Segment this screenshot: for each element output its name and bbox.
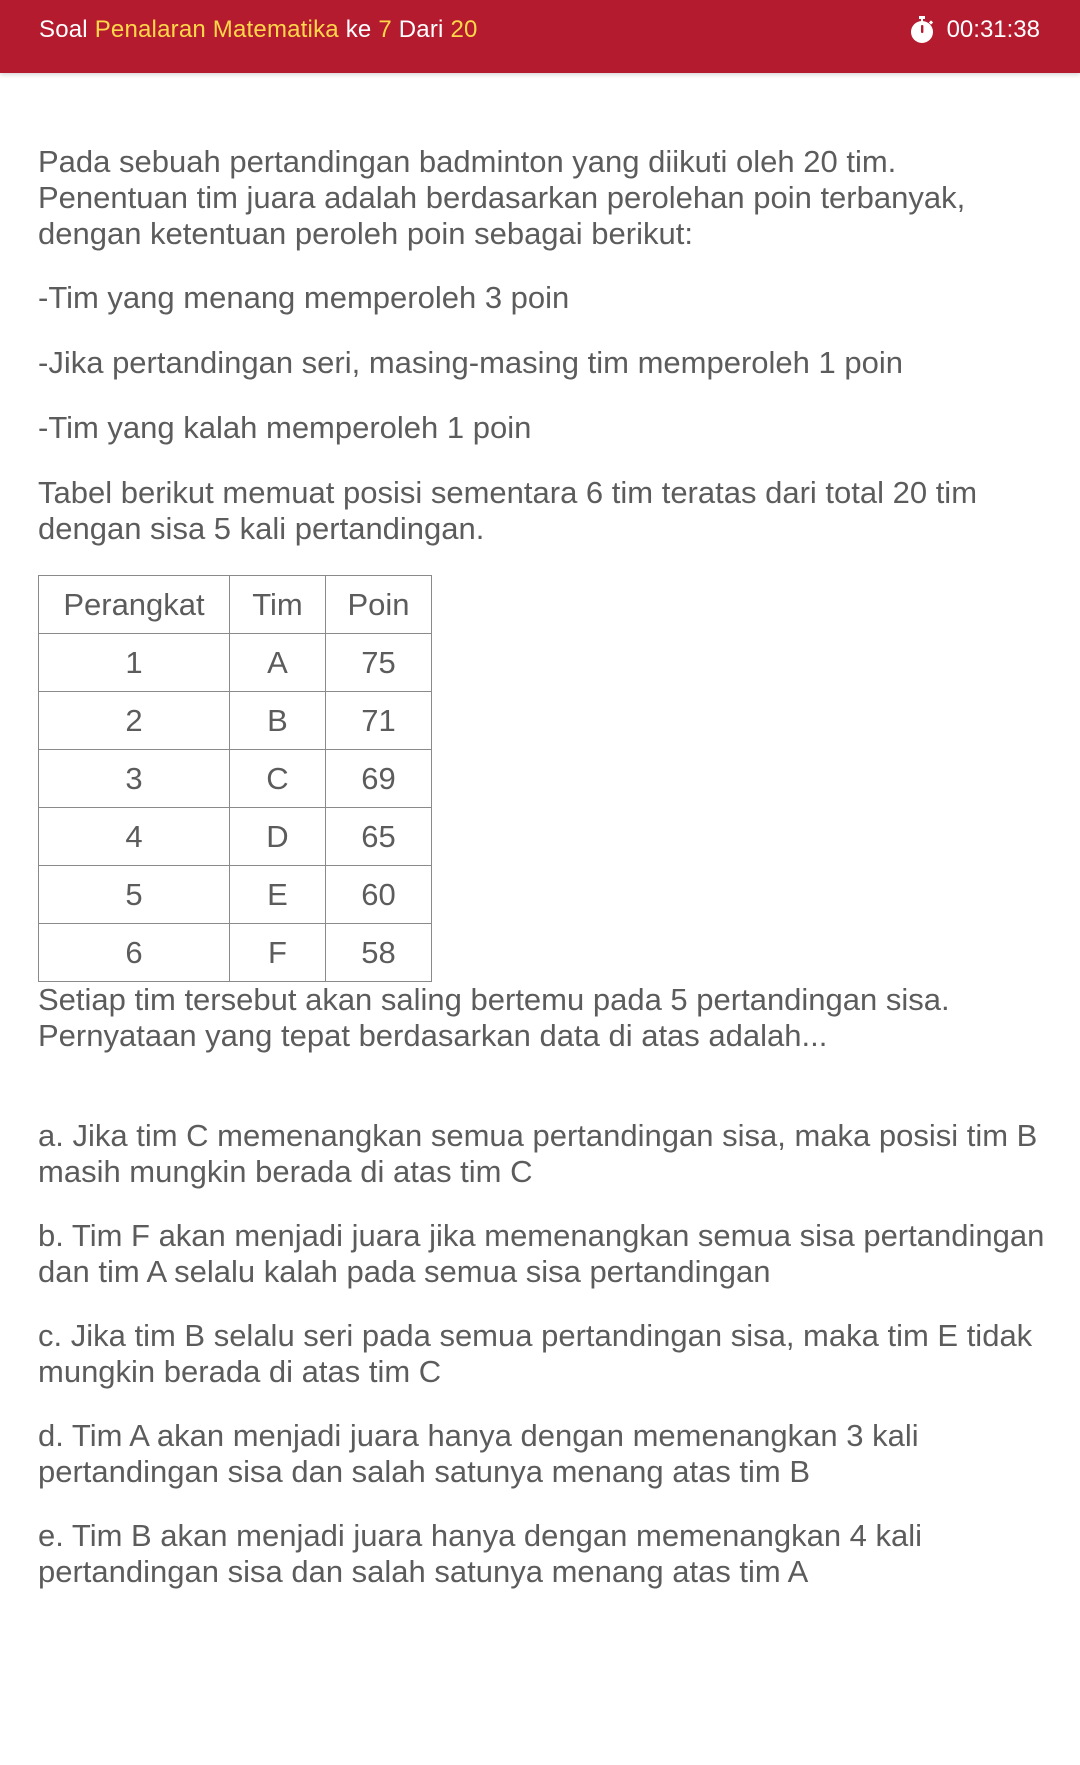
table-cell: 71 [326,692,432,750]
answer-option-e[interactable]: e. Tim B akan menjadi juara hanya dengan memenangkan 4 kali pertandingan sisa dan salah satunya menang atas tim A [38,1518,923,1589]
column-header: Perangkat [39,576,230,634]
problem-intro: Pada sebuah pertandingan badminton yang diikuti oleh 20 tim. Penentuan tim juara adalah berdasarkan perolehan poin terbanyak, dengan ketentuan peroleh poin sebagai berikut: [38,144,966,251]
table-description: Tabel berikut memuat posisi sementara 6 tim teratas dari total 20 tim dengan sisa 5 kali pertandingan. [38,475,978,546]
table-header-row [39,576,432,634]
table-row [39,808,432,866]
answer-option-b[interactable]: b. Tim F akan menjadi juara jika memenangkan semua sisa pertandingan dan tim A selalu kalah pada semua sisa pertandingan [38,1218,1045,1289]
question-total: 20 [450,16,478,43]
answer-option-d[interactable]: d. Tim A akan menjadi juara hanya dengan memenangkan 3 kali pertandingan sisa dan salah satunya menang atas tim B [38,1418,919,1489]
table-row [39,924,432,982]
column-header: Tim [230,576,326,634]
table-cell: B [230,692,326,750]
rule-item: -Tim yang menang memperoleh 3 poin [38,280,570,315]
subject-name: Penalaran Matematika [94,16,339,43]
table-cell: 6 [39,924,230,982]
table-row [39,634,432,692]
standings-table [38,575,432,982]
rule-item: -Tim yang kalah memperoleh 1 poin [38,410,532,445]
table-cell: 1 [39,634,230,692]
answer-option-a[interactable]: a. Jika tim C memenangkan semua pertandingan sisa, maka posisi tim B masih mungkin berada di atas tim C [38,1118,1038,1189]
table-row [39,866,432,924]
countdown-timer [909,0,1040,60]
table-cell: 3 [39,750,230,808]
top-bar [0,0,1080,73]
title-dari: Dari [391,16,451,43]
table-cell: 60 [326,866,432,924]
table-cell: 75 [326,634,432,692]
timer-value: 00:31:38 [946,16,1040,43]
table-cell: F [230,924,326,982]
table-cell: 65 [326,808,432,866]
rule-item: -Jika pertandingan seri, masing-masing tim memperoleh 1 poin [38,345,903,380]
table-row [39,692,432,750]
question-content [38,144,1048,1618]
table-cell: A [230,634,326,692]
table-cell: 4 [39,808,230,866]
answer-option-c[interactable]: c. Jika tim B selalu seri pada semua pertandingan sisa, maka tim E tidak mungkin berada di atas tim C [38,1318,1033,1389]
table-cell: 69 [326,750,432,808]
stopwatch-icon [909,16,935,44]
question-number: 7 [378,16,392,43]
title-middle: ke [338,16,379,43]
table-cell: 58 [326,924,432,982]
column-header: Poin [326,576,432,634]
table-cell: 5 [39,866,230,924]
table-cell: E [230,866,326,924]
table-row [39,750,432,808]
table-cell: C [230,750,326,808]
table-cell: 2 [39,692,230,750]
question-progress-title [39,0,478,60]
table-cell: D [230,808,326,866]
title-prefix: Soal [39,16,95,43]
question-prompt: Setiap tim tersebut akan saling bertemu pada 5 pertandingan sisa. Pernyataan yang tepat berdasarkan data di atas adalah... [38,982,950,1053]
